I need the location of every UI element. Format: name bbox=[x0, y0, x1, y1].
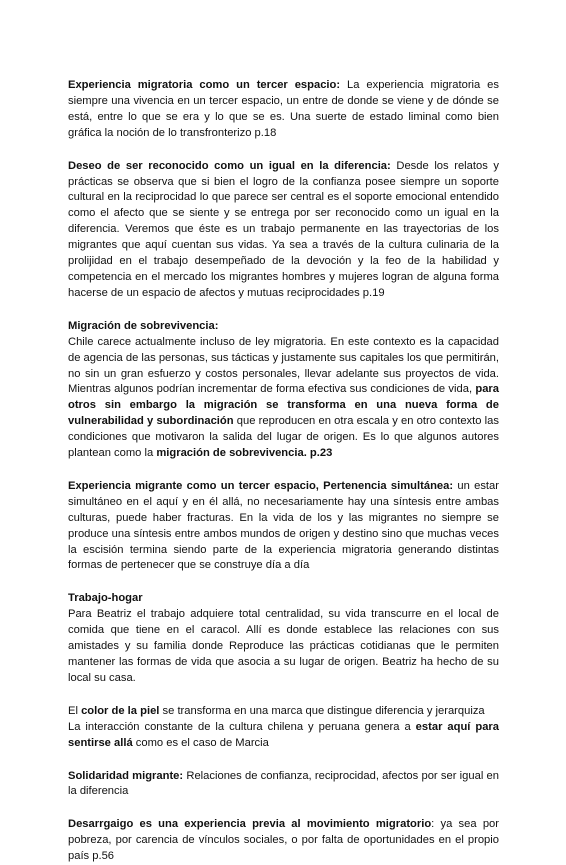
bold-phrase: color de la piel bbox=[81, 704, 160, 717]
paragraph-text: se transforma en una marca que distingue diferencia y jerarquiza bbox=[159, 704, 485, 717]
term-heading: Solidaridad migrante: bbox=[68, 769, 184, 782]
paragraph-text: Chile carece actualmente incluso de ley migratoria. En este contexto es la capacidad de agencia de las personas, sus tácticas y justamente sus capitales los que permitirán, no sin un gran esfuerzo y costos personales, llevar adelante sus proyectos de vida. Mientras algunos podrían incrementar de forma efectiva sus condiciones de vida, bbox=[68, 335, 499, 396]
bold-phrase: migración de sobrevivencia. p.23 bbox=[156, 447, 333, 460]
paragraph-sobrevivencia bbox=[68, 319, 499, 462]
paragraph-text: La experiencia migratoria es siempre una vivencia en un tercer espacio, un entre de donde se viene y de dónde se está, entre lo que se era y lo que se es. Una suerte de estado liminal como bien gráfica la noción de lo transfronterizo p.18 bbox=[68, 79, 499, 139]
bold-phrase: para otros sin embargo la migración se transforma en una nueva forma de vulnerabilidad y subordinación bbox=[68, 383, 499, 428]
paragraph-text: que reproducen en otra escala y en otro contexto las condiciones que motivaron la salida del lugar de origen. Es lo que algunos autores plantean como la bbox=[68, 415, 499, 460]
term-heading: Deseo de ser reconocido como un igual en la diferencia: bbox=[68, 159, 391, 172]
paragraph-text: El bbox=[68, 704, 82, 717]
paragraph-trabajo-hogar bbox=[68, 591, 499, 686]
paragraph-text: Relaciones de confianza, reciprocidad, afectos por ser igual en la diferencia bbox=[68, 769, 499, 798]
section-heading: Trabajo-hogar bbox=[68, 592, 143, 605]
paragraph-desarraigo bbox=[68, 817, 499, 865]
paragraph-text: un estar simultáneo en el aquí y en él allá, no necesariamente hay una síntesis entre ambas culturas, puede haber fracturas. En la vida de los y las migrantes no siempre se produce una síntesis entre ambos mundos de origen y destino sino que muchas veces la escisión termina siendo parte de la experiencia migratoria generando distintas formas de pertenecer que se construye día a día bbox=[68, 479, 499, 572]
paragraph-text: como es el caso de Marcia bbox=[132, 736, 269, 749]
term-heading: Experiencia migratoria como un tercer espacio: bbox=[68, 79, 341, 91]
paragraph-text: La interacción constante de la cultura chilena y peruana genera a bbox=[68, 720, 416, 733]
term-heading: Experiencia migrante como un tercer espacio, Pertenencia simultánea: bbox=[68, 479, 454, 492]
term-heading: Desarrgaigo es una experiencia previa al movimiento migratorio bbox=[68, 818, 432, 831]
section-heading: Migración de sobrevivencia: bbox=[68, 319, 219, 332]
document-page bbox=[68, 78, 499, 865]
bold-phrase: estar aquí para sentirse allá bbox=[68, 720, 499, 749]
paragraph-color-piel bbox=[68, 704, 499, 752]
paragraph-text: Desde los relatos y prácticas se observa que si bien el logro de la confianza posee siempre un soporte cultural en la reciprocidad lo que parece ser central es el soporte emocional entendido como el afecto que se siente y se entrega por ser reconocido como un igual en la diferencia. Veremos que éste es un trabajo permanente en las trayectorias de los migrantes que aquí cuentan sus vidas. Ya sea a través de la cultura culinaria de la prolijidad en el trabajo desempeñado de la devoción y la feo de la habilidad y competencia en el mercado los migrantes hombres y mujeres logran de alguna forma hacerse de un espacio de afectos y mutuas reciprocidades p.19 bbox=[68, 159, 500, 299]
paragraph-text: : ya sea por pobreza, por carencia de vínculos sociales, o por falta de oportunidades en el propio país p.56 bbox=[68, 818, 499, 863]
paragraph-tercer-espacio bbox=[68, 78, 499, 142]
paragraph-pertenencia bbox=[68, 479, 499, 574]
paragraph-text: Para Beatriz el trabajo adquiere total centralidad, su vida transcurre en el local de comida que tiene en el caracol. Allí es donde establece las relaciones con sus amistades y su familia donde Reproduce las prácticas cotidianas que le permiten mantener las formas de vida que asocia a su lugar de origen. Beatriz ha hecho de su local su casa. bbox=[68, 608, 499, 684]
paragraph-solidaridad bbox=[68, 769, 499, 801]
paragraph-reconocido bbox=[68, 159, 499, 302]
